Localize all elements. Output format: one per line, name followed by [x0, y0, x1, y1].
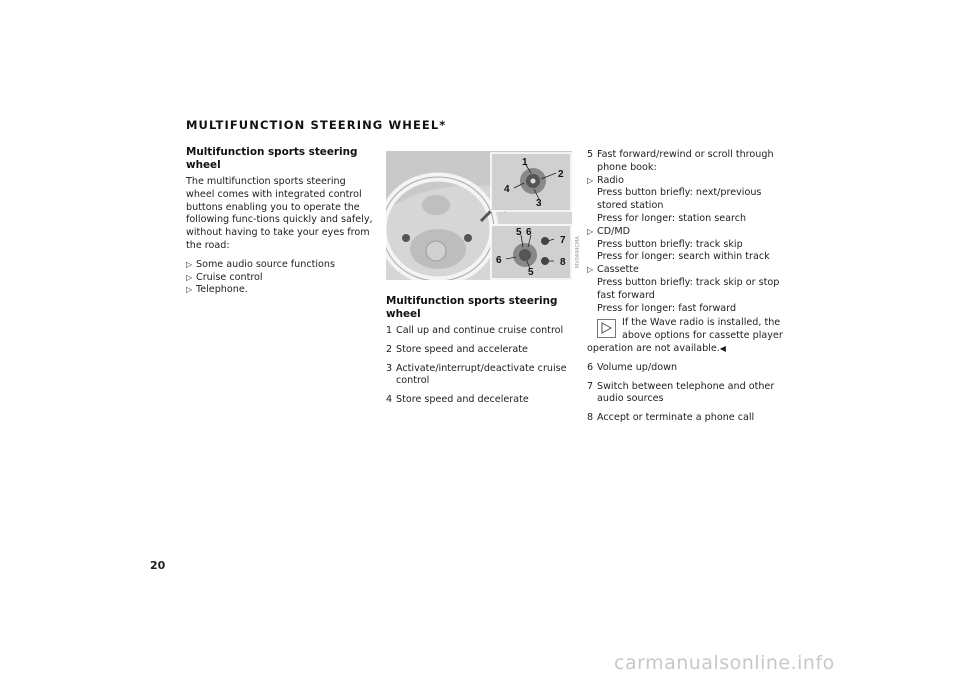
source-line: Press for longer: station search	[597, 212, 747, 224]
bullet-text: Some audio source functions	[196, 258, 335, 270]
legend-continued-column	[587, 149, 787, 431]
triangle-bullet-icon: ▷	[587, 175, 594, 185]
intro-column	[186, 146, 376, 297]
watermark: carmanualsonline.info	[614, 652, 835, 674]
source-line: Press button briefly: next/previous stored station	[597, 187, 762, 212]
note-block	[587, 317, 787, 355]
item-number: 6	[587, 361, 594, 373]
callout-2: 2	[558, 169, 564, 180]
legend-item	[386, 344, 576, 357]
item-number: 3	[386, 362, 393, 374]
item-text: Switch between telephone and other audio sources	[597, 380, 775, 405]
intro-heading: Multifunction sports steering wheel	[186, 146, 358, 171]
item-number: 1	[386, 325, 393, 336]
callout-5-bottom: 5	[528, 267, 534, 278]
item-text: Volume up/down	[597, 361, 678, 373]
list-item	[186, 259, 376, 272]
item-number: 5	[587, 149, 594, 160]
legend-column	[386, 295, 576, 413]
source-name: CD/MD	[597, 225, 630, 237]
source-name: Cassette	[597, 264, 639, 276]
bullet-text: Cruise control	[196, 271, 263, 283]
item-text: Store speed and decelerate	[396, 394, 529, 406]
legend-item	[386, 363, 576, 389]
triangle-bullet-icon: ▷	[587, 265, 594, 275]
end-mark-icon: ◀	[719, 343, 726, 353]
callout-7: 7	[560, 235, 566, 246]
item-number: 8	[587, 412, 594, 424]
item-text: Activate/interrupt/deactivate cruise control	[396, 362, 567, 387]
triangle-bullet-icon: ▷	[186, 285, 193, 295]
legend-item	[587, 362, 787, 375]
triangle-bullet-icon: ▷	[587, 226, 594, 236]
callout-6-left: 6	[496, 255, 502, 266]
legend-heading: Multifunction sports steering wheel	[386, 295, 558, 320]
callout-5-top: 5	[516, 227, 522, 238]
source-line: Press button briefly: track skip	[597, 238, 743, 250]
source-name: Radio	[597, 174, 624, 186]
source-line: Press for longer: search within track	[597, 251, 770, 263]
item-text: Fast forward/rewind or scroll through phone book:	[597, 149, 774, 173]
image-code: MV0494CMA	[575, 236, 581, 268]
item-text: Store speed and accelerate	[396, 343, 528, 355]
callout-8: 8	[560, 257, 566, 268]
bullet-text: Telephone.	[196, 284, 248, 296]
section-title: MULTIFUNCTION STEERING WHEEL*	[186, 118, 447, 132]
legend-item	[587, 149, 787, 175]
note-triangle-icon	[597, 319, 616, 338]
item-text: Accept or terminate a phone call	[597, 412, 755, 424]
intro-body: The multifunction sports steering wheel comes with integrated control buttons enabling you to operate the following func-tions quickly and safely, without having to take your eyes from the road:	[186, 176, 373, 251]
callout-6-top: 6	[526, 227, 532, 238]
legend-item	[386, 325, 576, 338]
source-cassette	[587, 264, 787, 315]
legend-item	[587, 381, 787, 407]
callout-4: 4	[504, 184, 510, 195]
triangle-bullet-icon: ▷	[186, 272, 193, 282]
item-number: 2	[386, 343, 393, 355]
callout-3: 3	[536, 198, 542, 209]
note-text: If the Wave radio is installed, the above options for cassette player operation are not available.	[587, 317, 783, 354]
source-radio	[587, 175, 787, 226]
steering-wheel-illustration	[386, 151, 572, 280]
source-line: Press for longer: fast forward	[597, 302, 737, 314]
steering-wheel-figure	[386, 151, 572, 280]
triangle-bullet-icon: ▷	[186, 259, 193, 269]
item-number: 7	[587, 380, 594, 392]
page-number: 20	[150, 559, 166, 572]
item-number: 4	[386, 394, 393, 406]
source-line: Press button briefly: track skip or stop fast forward	[597, 276, 780, 301]
list-item	[186, 284, 376, 297]
legend-item	[386, 394, 576, 407]
callout-1: 1	[522, 157, 528, 168]
item-text: Call up and continue cruise control	[396, 325, 564, 336]
legend-item	[587, 412, 787, 425]
source-cd-md	[587, 226, 787, 264]
list-item	[186, 272, 376, 285]
